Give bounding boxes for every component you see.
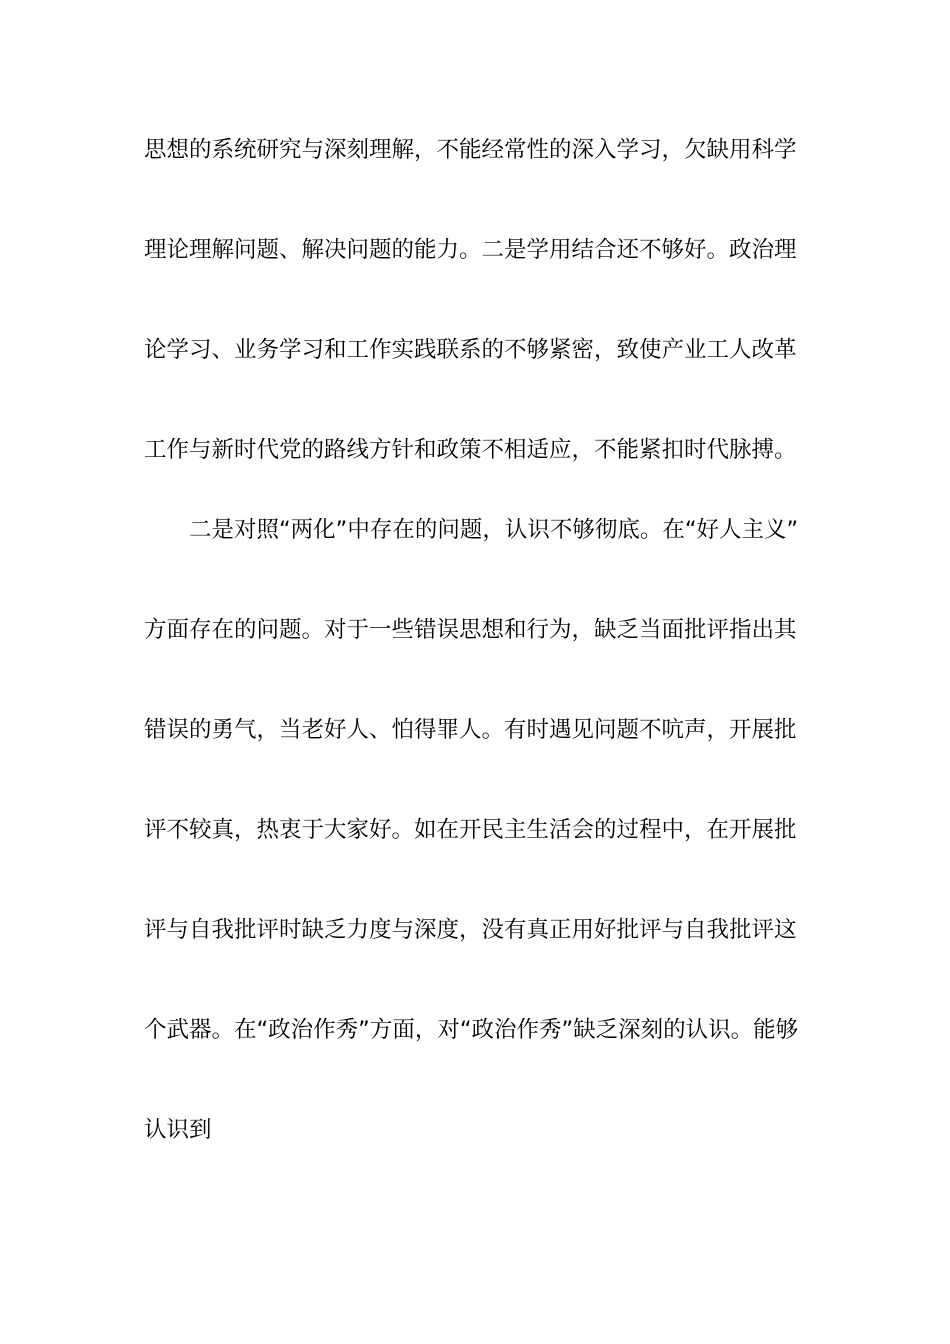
body-text-line: 思想的系统研究与深刻理解，不能经常性的深入学习，欠缺用科学 [144,137,797,163]
body-text-line: 方面存在的问题。对于一些错误思想和行为，缺乏当面批评指出其 [144,617,797,643]
body-text-line: 论学习、业务学习和工作实践联系的不够紧密，致使产业工人改革 [144,337,797,363]
body-text-line: 评与自我批评时缺乏力度与深度，没有真正用好批评与自我批评这 [144,917,797,943]
body-text-line: 个武器。在“政治作秀”方面，对“政治作秀”缺乏深刻的认识。能够 [144,1017,799,1043]
paragraph-first-line: 二是对照“两化”中存在的问题，认识不够彻底。在“好人主义” [189,517,799,543]
body-text-line: 认识到 [144,1117,212,1143]
body-text-line: 工作与新时代党的路线方针和政策不相适应，不能紧扣时代脉搏。 [144,437,797,463]
body-text-line: 理论理解问题、解决问题的能力。二是学用结合还不够好。政治理 [144,237,797,263]
body-text-line: 错误的勇气，当老好人、怕得罪人。有时遇见问题不吭声，开展批 [144,717,797,743]
body-text-line: 评不较真，热衷于大家好。如在开民主生活会的过程中，在开展批 [144,817,797,843]
